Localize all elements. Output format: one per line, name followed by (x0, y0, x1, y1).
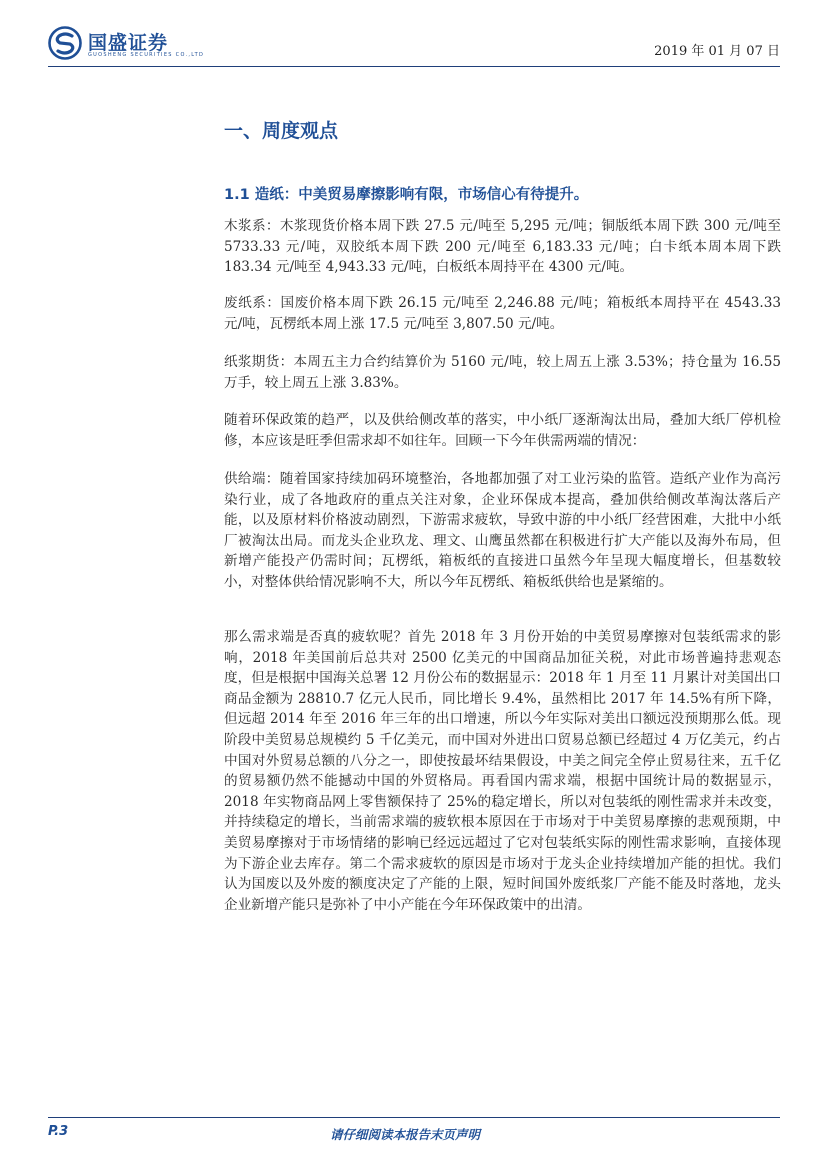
logo-text: 国盛证券 (88, 32, 169, 54)
section-title: 一、周度观点 (224, 120, 339, 142)
paragraph-demand: 那么需求端是否真的疲软呢？首先 2018 年 3 月份开始的中美贸易摩擦对包装纸需求的影响，2018 年美国前后总共对 2500 亿美元的中国商品加征关税，对此市场普遍持悲观态度，但是根据中国海关总署 12 月份公布的数据显示：2018 年 1 月至 11 月累计对美国出口商品金额为 28810.7 亿元人民币，同比增长 9.4%，虽然相比 2017 年 14.5%有所下降，但远超 2014 年至 2016 年三年的出口增速，所以今年实际对美出口额远没预期那么低。现阶段中美贸易总规模约 5 千亿美元，而中国对外进出口贸易总额已经超过 4 万亿美元，约占中国对外贸易总额的八分之一，即使按最坏结果假设，中美之间完全停止贸易往来，五千亿的贸易额仍然不能撼动中国的外贸格局。再看国内需求端，根据中国统计局的数据显示，2018 年实物商品网上零售额保持了 25%的稳定增长，所以对包装纸的刚性需求并未改变，并持续稳定的增长，当前需求端的疲软根本原因在于市场对于中美贸易摩擦的悲观预期，中美贸易摩擦对于市场情绪的影响已经远远超过了它对包装纸实际的刚性需求影响，直接体现为下游企业去库存。第二个需求疲软的原因是市场对于龙头企业持续增加产能的担忧。我们认为国废以及外废的额度决定了产能的上限，短时间国外废纸浆厂产能不能及时落地，龙头企业新增产能只是弥补了中小产能在今年环保政策中的出清。 (224, 629, 781, 913)
header-divider (48, 66, 780, 67)
logo-mark-icon (48, 26, 82, 60)
paragraph-pulp-futures: 纸浆期货：本周五主力合约结算价为 5160 元/吨，较上周五上涨 3.53%；持仓量为 16.55 万手，较上周五上涨 3.83%。 (224, 354, 781, 391)
paragraph-waste-paper: 废纸系：国废价格本周下跌 26.15 元/吨至 2,246.88 元/吨；箱板纸本周持平在 4543.33 元/吨，瓦楞纸本周上涨 17.5 元/吨至 3,807.50 元/吨。 (224, 295, 781, 332)
subsection-title: 1.1 造纸：中美贸易摩擦影响有限，市场信心有待提升。 (224, 187, 589, 203)
footer-disclaimer: 请仔细阅读本报告末页声明 (330, 1127, 481, 1142)
paragraph-supply: 供给端：随着国家持续加码环境整治，各地都加强了对工业污染的监管。造纸产业作为高污染行业，成了各地政府的重点关注对象，企业环保成本提高，叠加供给侧改革淘汰落后产能，以及原材料价格波动剧烈，下游需求疲软，导致中游的中小纸厂经营困难，大批中小纸厂被淘汰出局。而龙头企业玖龙、理文、山鹰虽然都在积极进行扩大产能以及海外布局，但新增产能投产仍需时间；瓦楞纸，箱板纸的直接进口虽然今年呈现大幅度增长，但基数较小，对整体供给情况影响不大，所以今年瓦楞纸、箱板纸供给也是紧缩的。 (224, 471, 781, 590)
paragraph-wood-pulp: 木浆系：木浆现货价格本周下跌 27.5 元/吨至 5,295 元/吨；铜版纸本周下跌 300 元/吨至 5733.33 元/吨，双胶纸本周下跌 200 元/吨至 6,183.33 元/吨；白卡纸本周本周下跌 183.34 元/吨至 4,943.33 元/吨，白板纸本周持平在 4300 元/吨。 (224, 218, 781, 276)
report-date: 2019 年 01 月 07 日 (654, 44, 780, 59)
paragraph-policy: 随着环保政策的趋严，以及供给侧改革的落实，中小纸厂逐渐淘汰出局，叠加大纸厂停机检修，本应该是旺季但需求却不如往年。回顾一下今年供需两端的情况： (224, 412, 781, 449)
page-number: P.3 (48, 1124, 69, 1139)
footer-divider (48, 1117, 780, 1118)
page-header (48, 22, 780, 66)
company-logo (48, 26, 278, 62)
logo-subtext: GUOSHENG SECURITIES CO.,LTD (88, 52, 205, 58)
